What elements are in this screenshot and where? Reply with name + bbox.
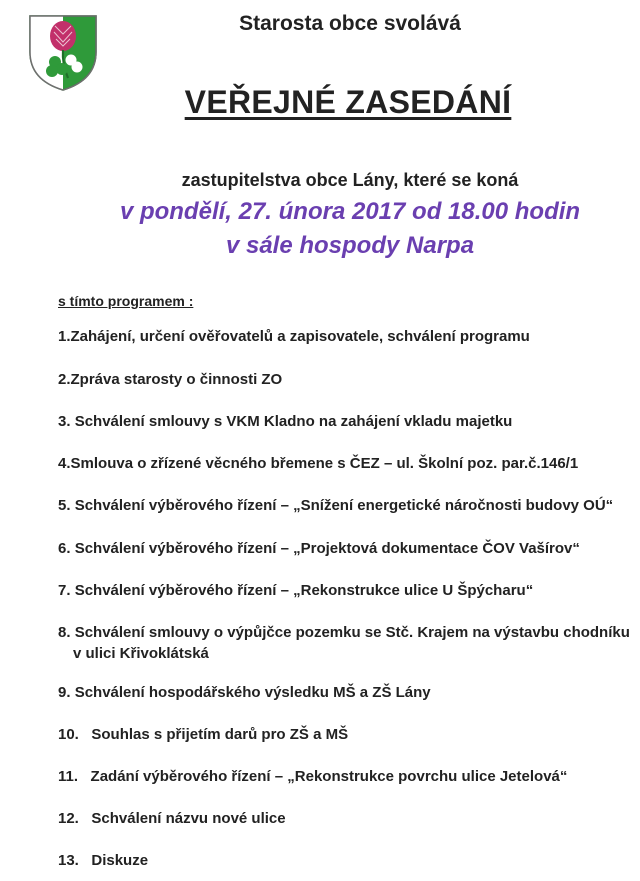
item-text: Smlouva o zřízené věcného břemene s ČEZ – ul. Školní poz. par.č.146/1 xyxy=(70,455,579,472)
list-item xyxy=(58,766,567,787)
list-item xyxy=(58,682,431,703)
item-number: 9. xyxy=(58,684,71,701)
item-number: 12. xyxy=(58,810,79,827)
item-text: Schválení výběrového řízení – „Rekonstrukce ulice U Špýcharu“ xyxy=(74,582,534,599)
item-continuation: v ulici Křivoklátská xyxy=(73,645,209,662)
item-text: Schválení smlouvy s VKM Kladno na zahájení vkladu majetku xyxy=(74,413,513,430)
list-item xyxy=(58,808,286,829)
item-number: 13. xyxy=(58,852,79,869)
item-text: Diskuze xyxy=(91,852,149,869)
item-number: 1. xyxy=(58,328,71,345)
item-number: 10. xyxy=(58,726,79,743)
item-text: Zahájení, určení ověřovatelů a zapisovatele, schválení programu xyxy=(70,328,530,345)
item-text: Schválení výběrového řízení – „Snížení energetické náročnosti budovy OÚ“ xyxy=(74,497,614,514)
list-item xyxy=(58,622,630,664)
item-number: 7. xyxy=(58,582,71,599)
meeting-venue: v sále hospody Narpa xyxy=(225,232,475,259)
list-item xyxy=(58,724,348,745)
item-number: 4. xyxy=(58,455,71,472)
meeting-date: v pondělí, 27. února 2017 od 18.00 hodin xyxy=(119,198,581,225)
list-item xyxy=(58,369,282,390)
list-item xyxy=(58,495,613,516)
item-text: Zpráva starosty o činnosti ZO xyxy=(70,371,283,388)
list-item xyxy=(58,453,578,474)
item-number: 3. xyxy=(58,413,71,430)
item-number: 8. xyxy=(58,624,71,641)
list-item xyxy=(58,326,530,347)
council-line: zastupitelstva obce Lány, které se koná xyxy=(181,170,519,190)
item-number: 11. xyxy=(58,768,79,785)
list-item xyxy=(58,580,533,601)
item-text: Zadání výběrového řízení – „Rekonstrukce povrchu ulice Jetelová“ xyxy=(90,768,568,785)
list-item xyxy=(58,850,148,871)
item-text: Schválení hospodářského výsledku MŠ a ZŠ Lány xyxy=(74,684,431,701)
item-text: Schválení výběrového řízení – „Projektová dokumentace ČOV Vašírov“ xyxy=(74,540,580,557)
item-text: Schválení názvu nové ulice xyxy=(91,810,286,827)
item-number: 6. xyxy=(58,540,71,557)
item-text: Souhlas s přijetím darů pro ZŠ a MŠ xyxy=(91,726,349,743)
convener-line: Starosta obce svolává xyxy=(239,12,461,35)
list-item xyxy=(58,538,580,559)
item-number: 2. xyxy=(58,371,71,388)
item-number: 5. xyxy=(58,497,71,514)
item-text: Schválení smlouvy o výpůjčce pozemku se Stč. Krajem na výstavbu chodníku xyxy=(74,624,630,641)
list-item xyxy=(58,411,512,432)
program-heading: s tímto programem : xyxy=(58,293,194,309)
page-title: VEŘEJNÉ ZASEDÁNÍ xyxy=(184,84,512,120)
